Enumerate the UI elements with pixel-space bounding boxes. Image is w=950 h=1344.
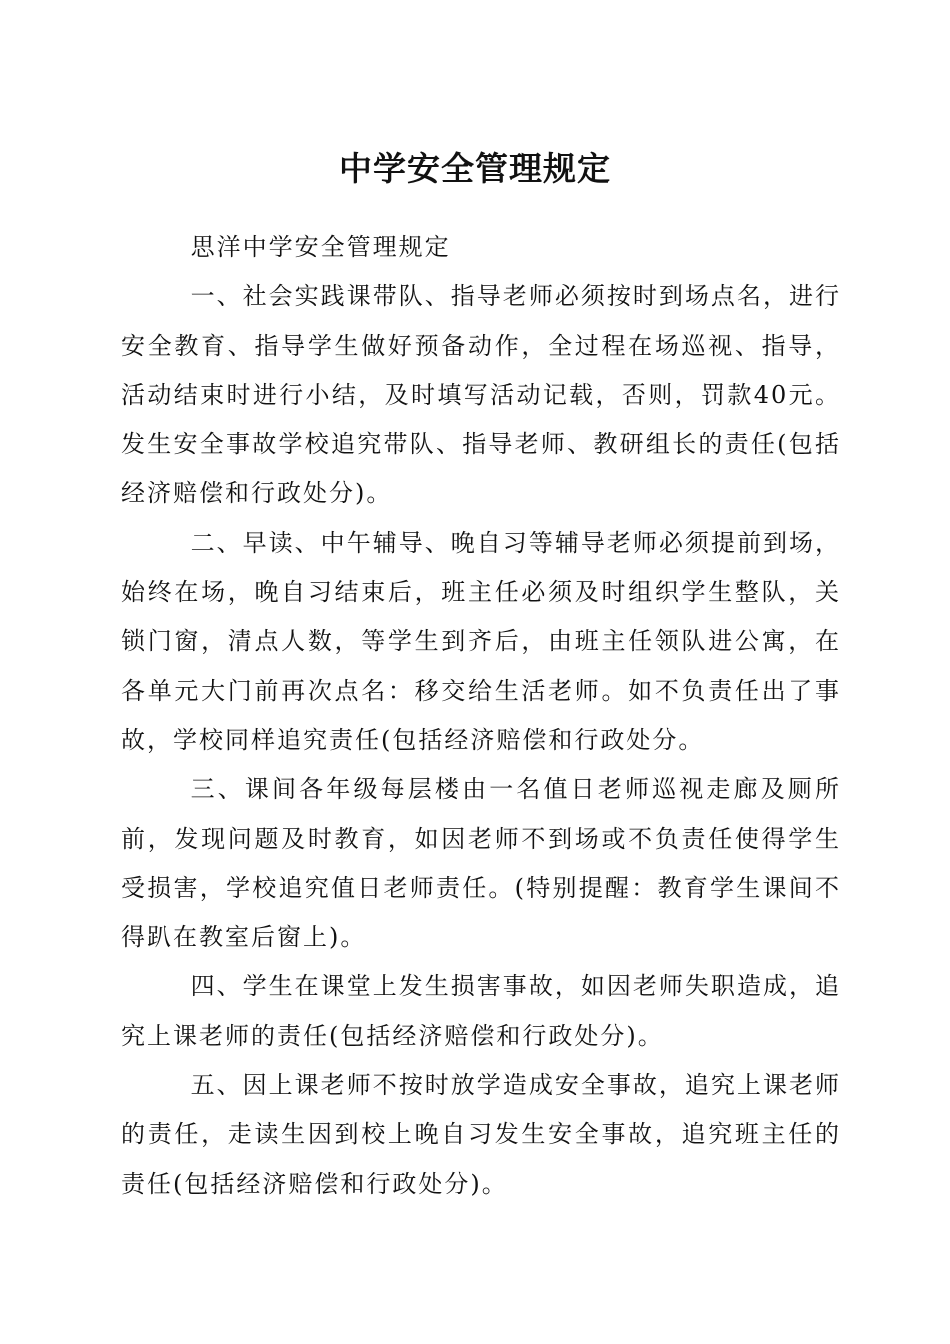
paragraph-rule-2: 二、早读、中午辅导、晚自习等辅导老师必须提前到场，始终在场，晚自习结束后，班主任必须及时组织学生整队，关锁门窗，清点人数，等学生到齐后，由班主任领队进公寓，在各单元大门前再次点名：移交给生活老师。如不负责任出了事故，学校同样追究责任(包括经济赔偿和行政处分。 bbox=[121, 528, 841, 754]
paragraph-rule-5: 五、因上课老师不按时放学造成安全事故，追究上课老师的责任，走读生因到校上晚自习发生安全事故，追究班主任的责任(包括经济赔偿和行政处分)。 bbox=[121, 1071, 841, 1198]
paragraph-subtitle: 思洋中学安全管理规定 bbox=[190, 233, 451, 261]
document-body bbox=[121, 223, 841, 1209]
document-title: 中学安全管理规定 bbox=[339, 149, 611, 188]
paragraph-rule-3: 三、课间各年级每层楼由一名值日老师巡视走廊及厕所前，发现问题及时教育，如因老师不到场或不负责任使得学生受损害，学校追究值日老师责任。(特别提醒：教育学生课间不得趴在教室后窗上)。 bbox=[121, 775, 841, 952]
paragraph-rule-1: 一、社会实践课带队、指导老师必须按时到场点名，进行安全教育、指导学生做好预备动作，全过程在场巡视、指导，活动结束时进行小结，及时填写活动记载，否则，罚款40元。发生安全事故学校追究带队、指导老师、教研组长的责任(包括经济赔偿和行政处分)。 bbox=[121, 282, 841, 508]
paragraph-rule-4: 四、学生在课堂上发生损害事故，如因老师失职造成，追究上课老师的责任(包括经济赔偿和行政处分)。 bbox=[121, 972, 841, 1050]
